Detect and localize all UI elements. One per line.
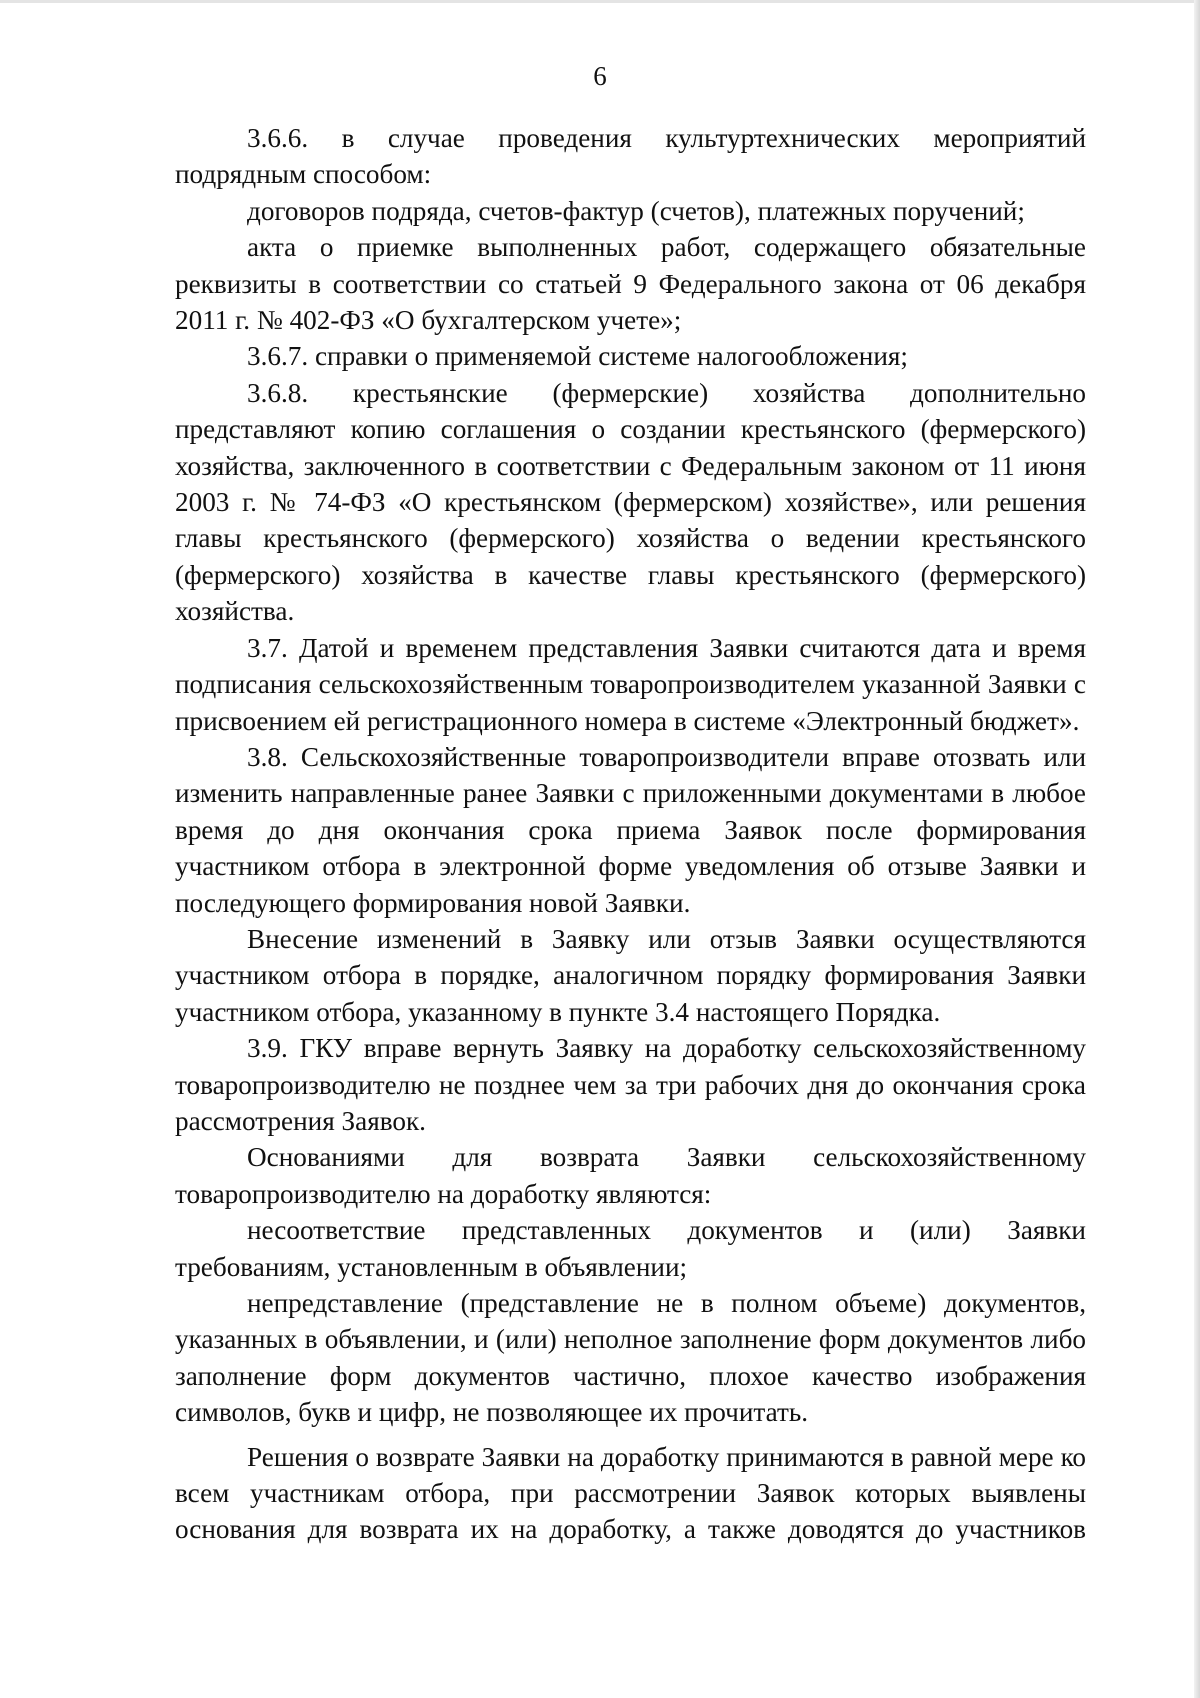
- paragraph-non-submission: непредставление (представление не в полном объеме) документов, указанных в объявлении, и (или) неполное заполнение форм документов либо заполнение форм документов частично, плохое качество изображения символов, букв и цифр, не позволяющее их прочитать.: [175, 1288, 1086, 1428]
- scan-right-edge: [1194, 0, 1200, 1698]
- page-number: 6: [593, 61, 607, 91]
- paragraph-3-6-8: 3.6.8. крестьянские (фермерские) хозяйства дополнительно представляют копию соглашения о создании крестьянского (фермерского) хозяйства, заключенного в соответствии с Федеральным законом от 11 июня 2003 г. № 74-ФЗ «О крестьянском (фермерском) хозяйстве», или решения главы крестьянского (фермерского) хозяйства о ведении крестьянского (фермерского) хозяйства в качестве главы крестьянского (фермерского) хозяйства.: [175, 377, 1086, 627]
- paragraph-3-6-6: 3.6.6. в случае проведения культуртехнических мероприятий подрядным способом:: [175, 123, 1086, 190]
- paragraph-3-8: 3.8. Сельскохозяйственные товаропроизводители вправе отозвать или изменить направленные ранее Заявки с приложенными документами в любое время до дня окончания срока приема Заявок после формирования участником отбора в электронной форме уведомления об отзыве Заявки и последующего формирования новой Заявки.: [175, 741, 1086, 918]
- paragraph-nonconformity: несоответствие представленных документов и (или) Заявки требованиям, установленным в объявлении;: [175, 1215, 1086, 1282]
- paragraph-3-6-7: 3.6.7. справки о применяемой системе налогообложения;: [247, 341, 908, 372]
- document-body: [175, 120, 1086, 1548]
- paragraph-contracts: договоров подряда, счетов-фактур (счетов), платежных поручений;: [247, 195, 1025, 226]
- paragraph-return-grounds: Основаниями для возврата Заявки сельскохозяйственному товаропроизводителю на доработку являются:: [175, 1142, 1086, 1209]
- paragraph-3-7: 3.7. Датой и временем представления Заявки считаются дата и время подписания сельскохозяйственным товаропроизводителем указанной Заявки с присвоением ей регистрационного номера в системе «Электронный бюджет».: [175, 632, 1086, 736]
- scan-top-edge: [0, 0, 1200, 3]
- paragraph-acceptance-act: акта о приемке выполненных работ, содержащего обязательные реквизиты в соответствии со статьей 9 Федерального закона от 06 декабря 2011 г. № 402-ФЗ «О бухгалтерском учете»;: [175, 232, 1086, 336]
- paragraph-changes: Внесение изменений в Заявку или отзыв Заявки осуществляются участником отбора в порядке, аналогичном порядку формирования Заявки участником отбора, указанному в пункте 3.4 настоящего Порядка.: [175, 923, 1086, 1027]
- paragraph-return-decisions: Решения о возврате Заявки на доработку принимаются в равной мере ко всем участникам отбора, при рассмотрении Заявок которых выявлены основания для возврата их на доработку, а также доводятся до участников: [175, 1441, 1086, 1545]
- paragraph-3-9: 3.9. ГКУ вправе вернуть Заявку на доработку сельскохозяйственному товаропроизводителю не позднее чем за три рабочих дня до окончания срока рассмотрения Заявок.: [175, 1033, 1086, 1136]
